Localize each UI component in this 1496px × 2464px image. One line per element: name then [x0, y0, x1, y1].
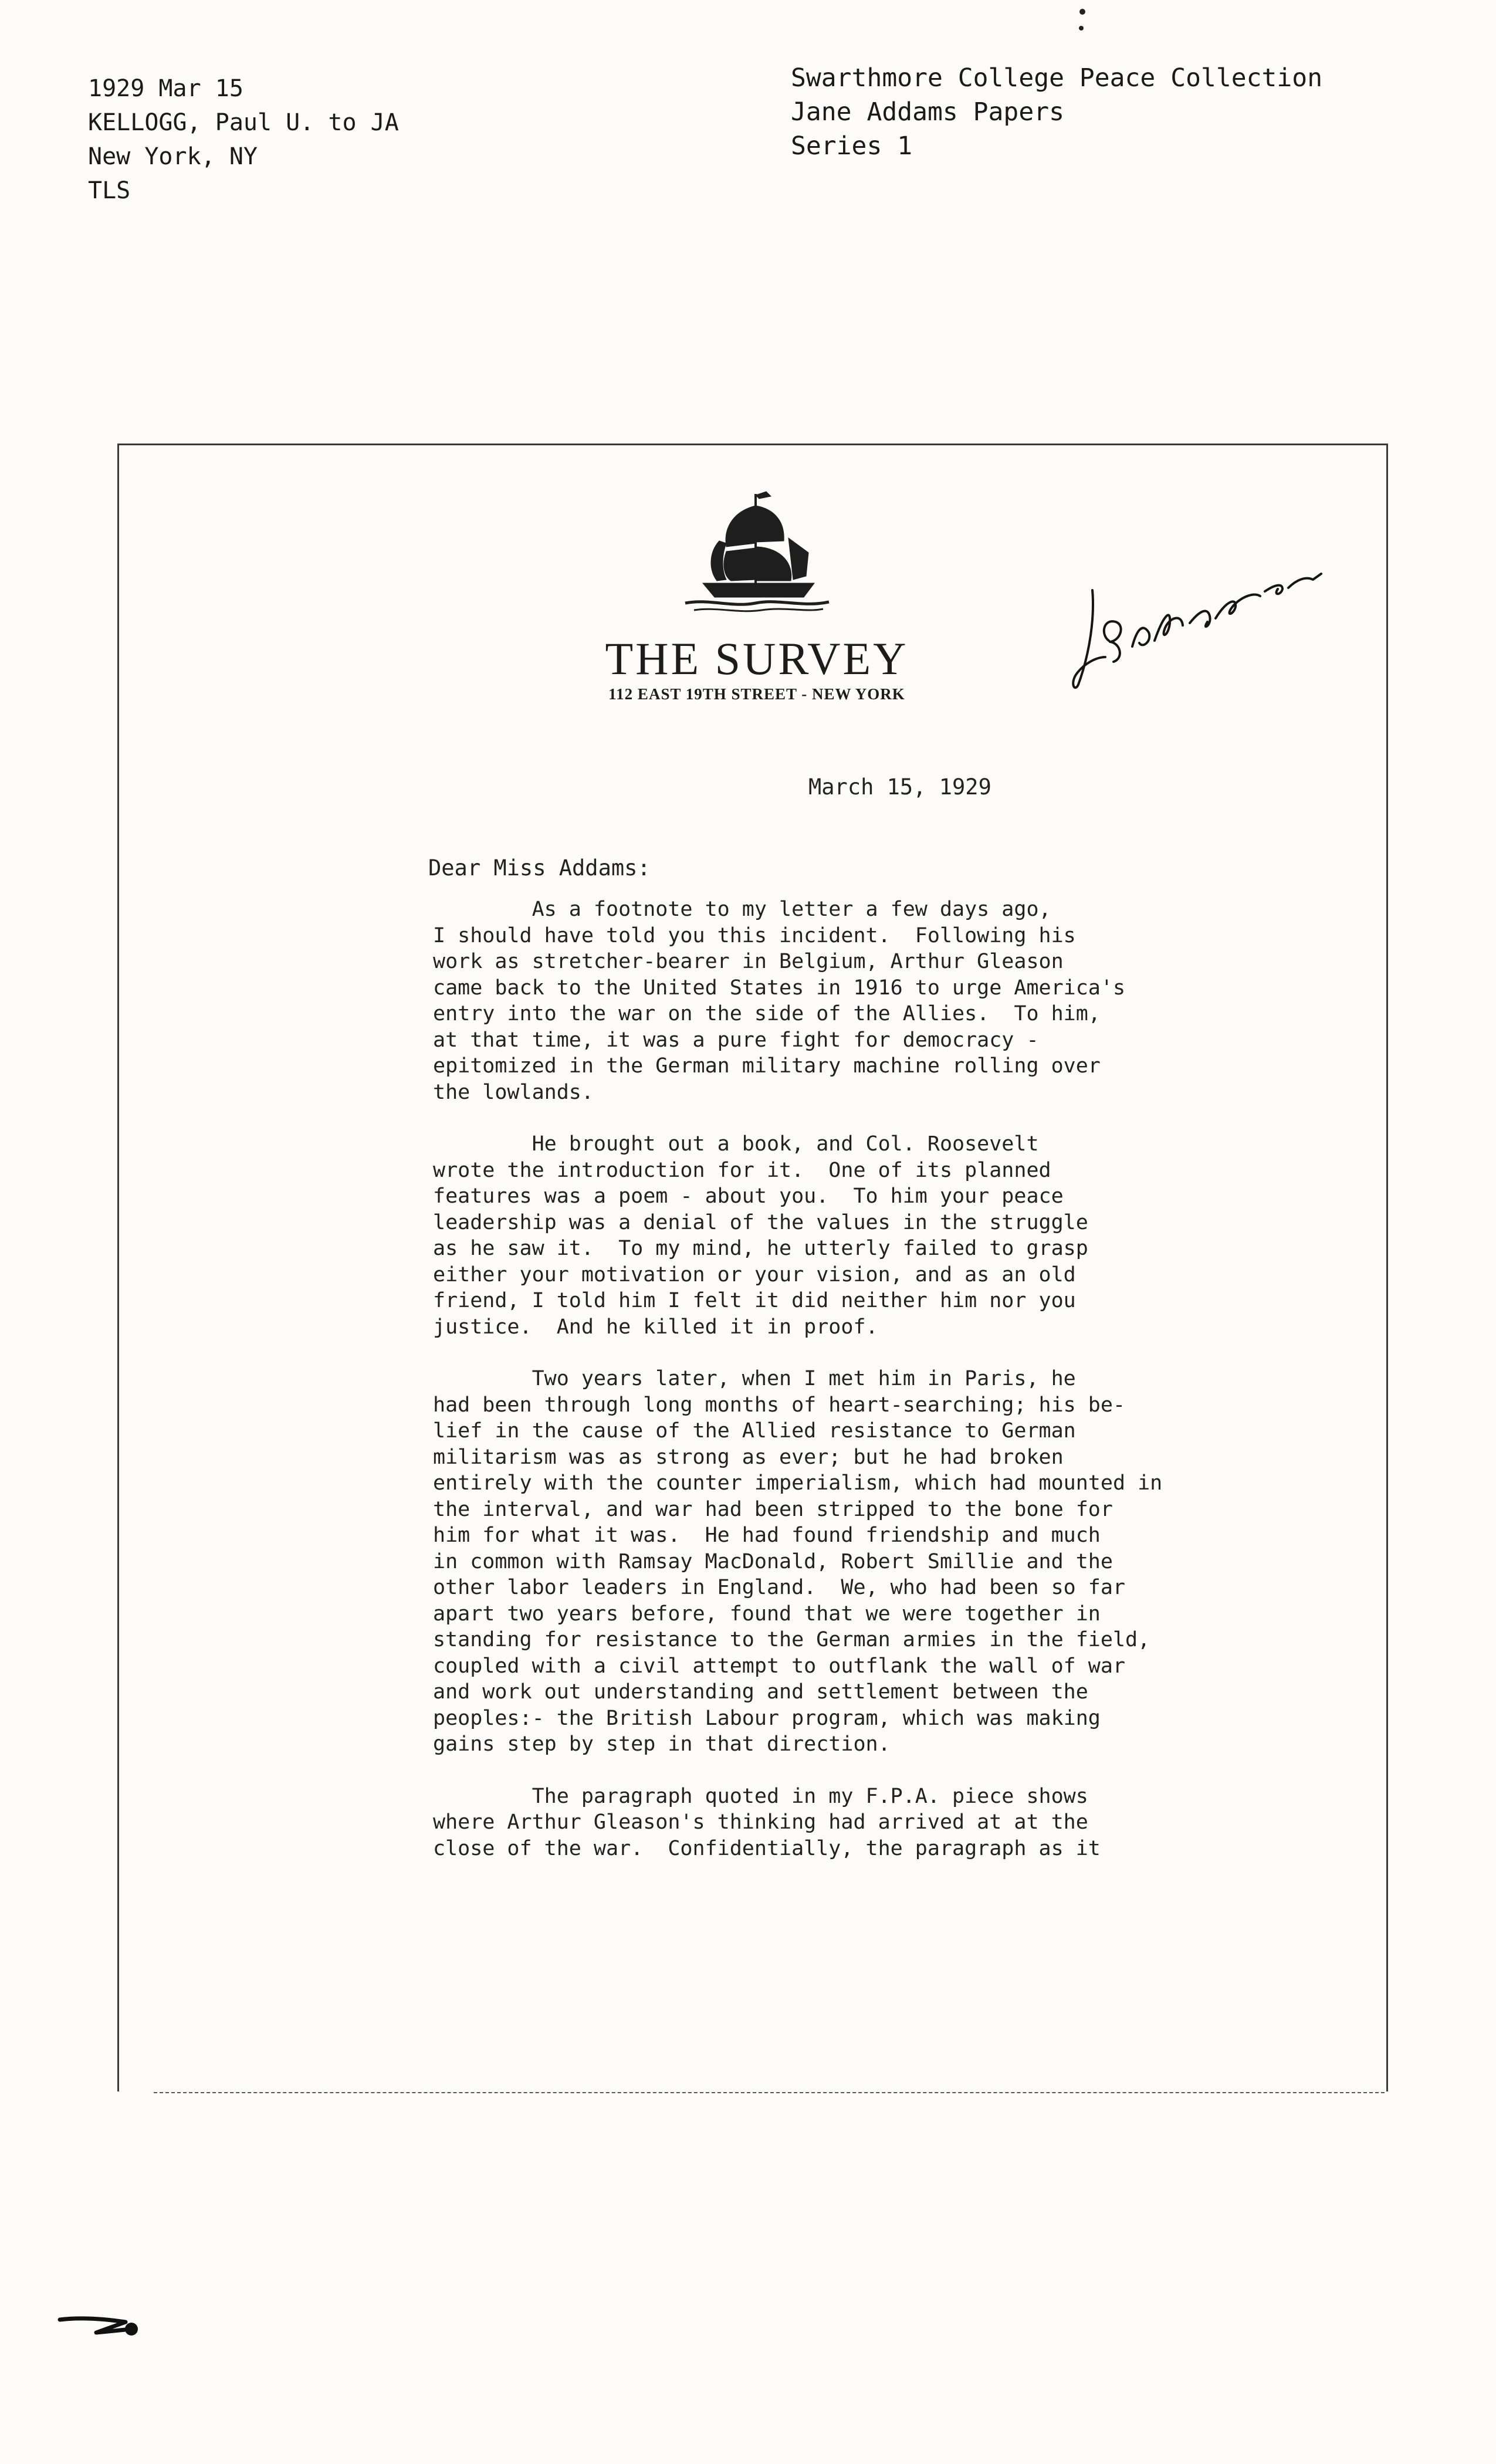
- letter-line: came back to the United States in 1916 to urge America's: [433, 976, 1126, 1000]
- archive-series: Series 1: [791, 131, 913, 161]
- letter-line: As a footnote to my letter a few days ago,: [433, 898, 1051, 921]
- letterhead-address: 112 EAST 19TH STREET - NEW YORK: [608, 685, 905, 703]
- sailing-ship-icon: [668, 482, 844, 617]
- archive-papers: Jane Addams Papers: [791, 97, 1064, 127]
- archive-date: 1929 Mar 15: [88, 75, 243, 102]
- letter-paragraph: [433, 896, 1301, 1105]
- letter-line: either your motivation or your vision, and as an old: [433, 1263, 1076, 1287]
- letter-line: and work out understanding and settlement between the: [433, 1680, 1088, 1704]
- letter-line: lief in the cause of the Allied resistance to German: [433, 1419, 1076, 1443]
- letter-line: militarism was as strong as ever; but he had broken: [433, 1445, 1064, 1469]
- handwritten-signature: [1067, 553, 1331, 693]
- letter-line: leadership was a denial of the values in the struggle: [433, 1210, 1088, 1234]
- letter-line: coupled with a civil attempt to outflank the wall of war: [433, 1654, 1126, 1678]
- letter-line: other labor leaders in England. We, who had been so far: [433, 1576, 1126, 1599]
- letter-line: epitomized in the German military machine rolling over: [433, 1054, 1101, 1078]
- archive-collection: Swarthmore College Peace Collection: [791, 63, 1323, 93]
- letter-line: work as stretcher-bearer in Belgium, Arthur Gleason: [433, 950, 1064, 973]
- letter-line: the interval, and war had been stripped to the bone for: [433, 1497, 1113, 1521]
- letter-line: features was a poem - about you. To him your peace: [433, 1184, 1064, 1208]
- letter-line: as he saw it. To my mind, he utterly failed to grasp: [433, 1237, 1088, 1260]
- letter-line: him for what it was. He had found friendship and much: [433, 1524, 1101, 1547]
- letter-line: friend, I told him I felt it did neither him nor you: [433, 1289, 1076, 1312]
- letter-paragraph: [433, 1366, 1301, 1758]
- letter-line: wrote the introduction for it. One of its planned: [433, 1158, 1051, 1182]
- archive-correspondents: KELLOGG, Paul U. to JA: [88, 109, 399, 136]
- letter-line: justice. And he killed it in proof.: [433, 1315, 878, 1339]
- letter-line: I should have told you this incident. Following his: [433, 923, 1076, 947]
- letter-line: standing for resistance to the German armies in the field,: [433, 1628, 1150, 1651]
- ink-speck: [1074, 6, 1091, 35]
- letter-line: in common with Ramsay MacDonald, Robert Smillie and the: [433, 1549, 1113, 1573]
- letter-paragraph: [433, 1783, 1301, 1862]
- letter-line: at that time, it was a pure fight for democracy -: [433, 1028, 1039, 1052]
- letter-date: March 15, 1929: [808, 774, 991, 800]
- letter-line: entry into the war on the side of the Allies. To him,: [433, 1002, 1101, 1025]
- letter-body: [433, 896, 1301, 1887]
- letter-line: peoples:- the British Labour program, which was making: [433, 1706, 1101, 1730]
- letter-line: the lowlands.: [433, 1080, 594, 1104]
- letter-line: apart two years before, found that we were together in: [433, 1602, 1101, 1626]
- letter-line: Two years later, when I met him in Paris, he: [433, 1367, 1076, 1390]
- letter-line: He brought out a book, and Col. Roosevelt: [433, 1132, 1039, 1156]
- letterhead-title: THE SURVEY: [605, 633, 909, 684]
- letter-line: had been through long months of heart-searching; his be-: [433, 1393, 1126, 1417]
- letter-line: The paragraph quoted in my F.P.A. piece shows: [433, 1784, 1088, 1808]
- archive-label-right: [791, 61, 1322, 163]
- letter-line: close of the war. Confidentially, the paragraph as it: [433, 1836, 1101, 1860]
- letter-line: entirely with the counter imperialism, which had mounted in: [433, 1471, 1163, 1495]
- archive-label-left: [88, 72, 399, 208]
- hand-drawn-mark: [55, 2311, 143, 2347]
- letter-salutation: Dear Miss Addams:: [428, 855, 651, 881]
- letter-paragraph: [433, 1131, 1301, 1340]
- letter-frame-bottom-edge: [154, 2092, 1385, 2093]
- letter-line: gains step by step in that direction.: [433, 1732, 891, 1756]
- archive-place: New York, NY: [88, 143, 258, 170]
- archive-doc-type: TLS: [88, 177, 131, 204]
- letter-line: where Arthur Gleason's thinking had arrived at at the: [433, 1810, 1088, 1834]
